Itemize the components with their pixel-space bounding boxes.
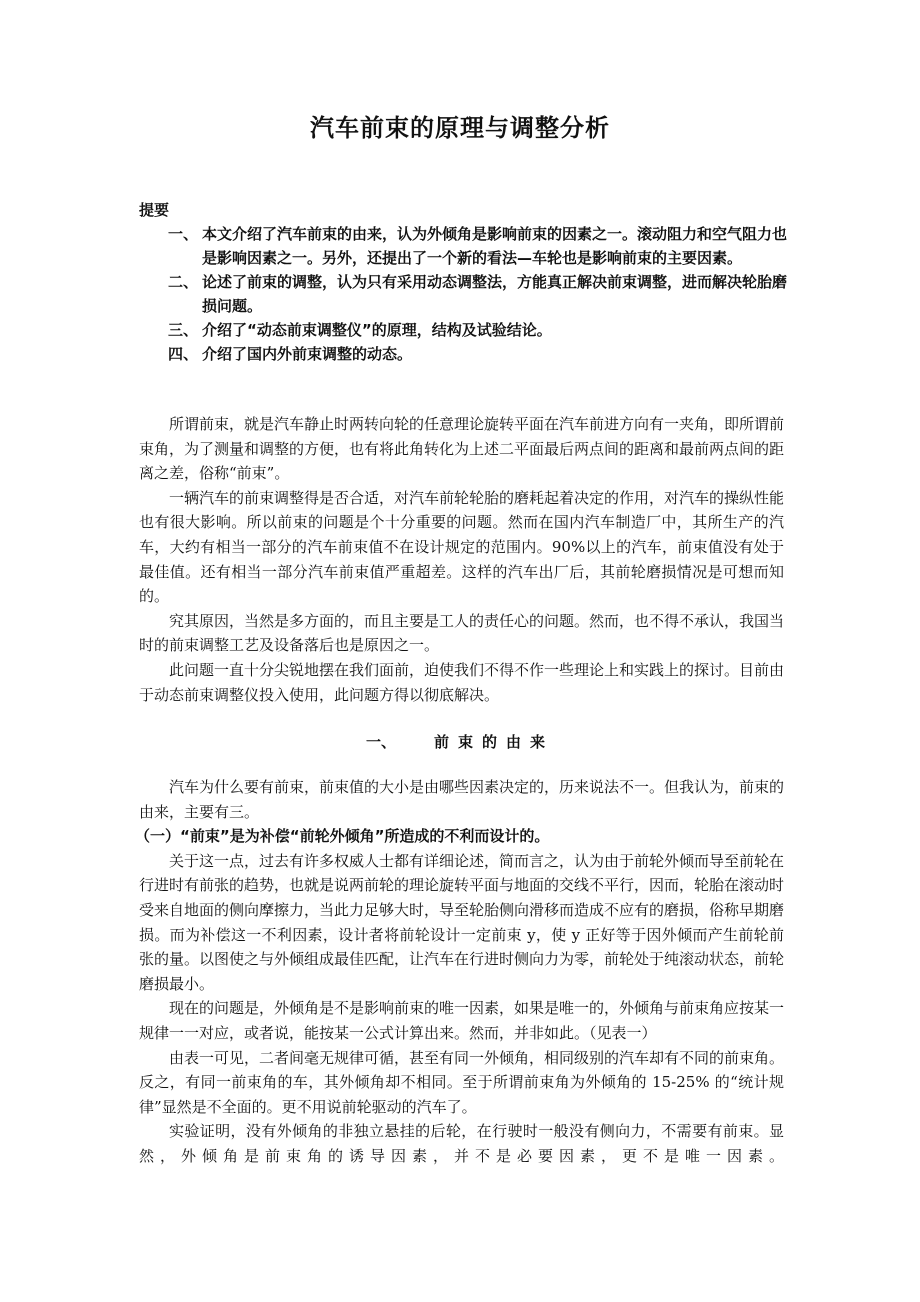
intro-section bbox=[139, 412, 784, 707]
abstract-item-number: 三、 bbox=[168, 321, 199, 339]
abstract-item-text: 介绍了“动态前束调整仪”的原理，结构及试验结论。 bbox=[202, 321, 552, 339]
abstract-item-number: 四、 bbox=[168, 345, 199, 363]
abstract-label: 提要 bbox=[139, 201, 170, 219]
document-title: 汽车前束的原理与调整分析 bbox=[310, 114, 610, 142]
abstract-item bbox=[168, 222, 788, 270]
abstract-item bbox=[168, 342, 788, 366]
section-paragraph: 实验证明，没有外倾角的非独立悬挂的后轮，在行驶时一般没有侧向力，不需要有前束。显然，外倾角是前束角的诱导因素，并不是必要因素，更不是唯一因素。 bbox=[139, 1122, 784, 1165]
intro-paragraph: 一辆汽车的前束调整得是否合适，对汽车前轮轮胎的磨耗起着决定的作用，对汽车的操纵性能也有很大影响。所以前束的问题是个十分重要的问题。然而在国内汽车制造厂中，其所生产的汽车，大约有相当一部分的汽车前束值不在设计规定的范围内。90%以上的汽车，前束值没有处于最佳值。还有相当一部分汽车前束值严重超差。这样的汽车出厂后，其前轮磨损情况是可想而知的。 bbox=[139, 488, 785, 606]
section-number: 一、 bbox=[365, 733, 396, 751]
section-paragraph: 现在的问题是，外倾角是不是影响前束的唯一因素，如果是唯一的，外倾角与前束角应按某一规律一一对应，或者说，能按某一公式计算出来。然而，并非如此。（见表一） bbox=[139, 999, 785, 1042]
abstract-item-text: 论述了前束的调整，认为只有采用动态调整法，方能真正解决前束调整，进而解决轮胎磨损问题。 bbox=[202, 273, 788, 315]
intro-paragraph: 究其原因，当然是多方面的，而且主要是工人的责任心的问题。然而，也不得不承认，我国当时的前束调整工艺及设备落后也是原因之一。 bbox=[139, 611, 785, 655]
abstract-item bbox=[168, 270, 788, 318]
section-heading bbox=[0, 731, 920, 752]
abstract-list bbox=[168, 222, 788, 366]
section-paragraph: 汽车为什么要有前束，前束值的大小是由哪些因素决定的，历来说法不一。但我认为，前束的由来，主要有三。 bbox=[139, 778, 785, 821]
abstract-item-text: 本文介绍了汽车前束的由来，认为外倾角是影响前束的因素之一。滚动阻力和空气阻力也是影响因素之一。另外，还提出了一个新的看法—车轮也是影响前束的主要因素。 bbox=[202, 225, 788, 267]
section-paragraph: 由表一可见，二者间毫无规律可循，甚至有同一外倾角，相同级别的汽车却有不同的前束角。反之，有同一前束角的车，其外倾角却不相同。至于所谓前束角为外倾角的 15-25% 的“统计规律”显然是不全面的。更不用说前轮驱动的汽车了。 bbox=[139, 1048, 785, 1116]
abstract-item-number: 二、 bbox=[168, 273, 199, 291]
intro-paragraph: 此问题一直十分尖锐地摆在我们面前，迫使我们不得不作一些理论上和实践上的探讨。目前由于动态前束调整仪投入使用，此问题方得以彻底解决。 bbox=[139, 660, 785, 704]
abstract-item-number: 一、 bbox=[168, 225, 199, 243]
section-paragraph: 关于这一点，过去有许多权威人士都有详细论述，简而言之，认为由于前轮外倾而导至前轮在行进时有前张的趋势，也就是说两前轮的理论旋转平面与地面的交线不平行，因而，轮胎在滚动时受来自地面的侧向摩擦力，当此力足够大时，导至轮胎侧向滑移而造成不应有的磨损，俗称早期磨损。而为补偿这一不利因素，设计者将前轮设计一定前束 y，使 y 正好等于因外倾而产生前轮前张的量。以图使之与外倾组成最佳匹配，让汽车在行进时侧向力为零，前轮处于纯滚动状态，前轮磨损最小。 bbox=[139, 851, 785, 993]
section-title: 前束的由来 bbox=[434, 733, 555, 751]
abstract-item bbox=[168, 318, 788, 342]
section-1-body bbox=[135, 775, 785, 1169]
intro-paragraph: 所谓前束，就是汽车静止时两转向轮的任意理论旋转平面在汽车前进方向有一夹角，即所谓前束角，为了测量和调整的方便，也有将此角转化为上述二平面最后两点间的距离和最前两点间的距离之差，俗称“前束”。 bbox=[139, 415, 785, 483]
abstract-item-text: 介绍了国内外前束调整的动态。 bbox=[202, 345, 413, 363]
sub-heading: （一）“前束”是为补偿“前轮外倾角”所造成的不利而设计的。 bbox=[135, 827, 550, 846]
